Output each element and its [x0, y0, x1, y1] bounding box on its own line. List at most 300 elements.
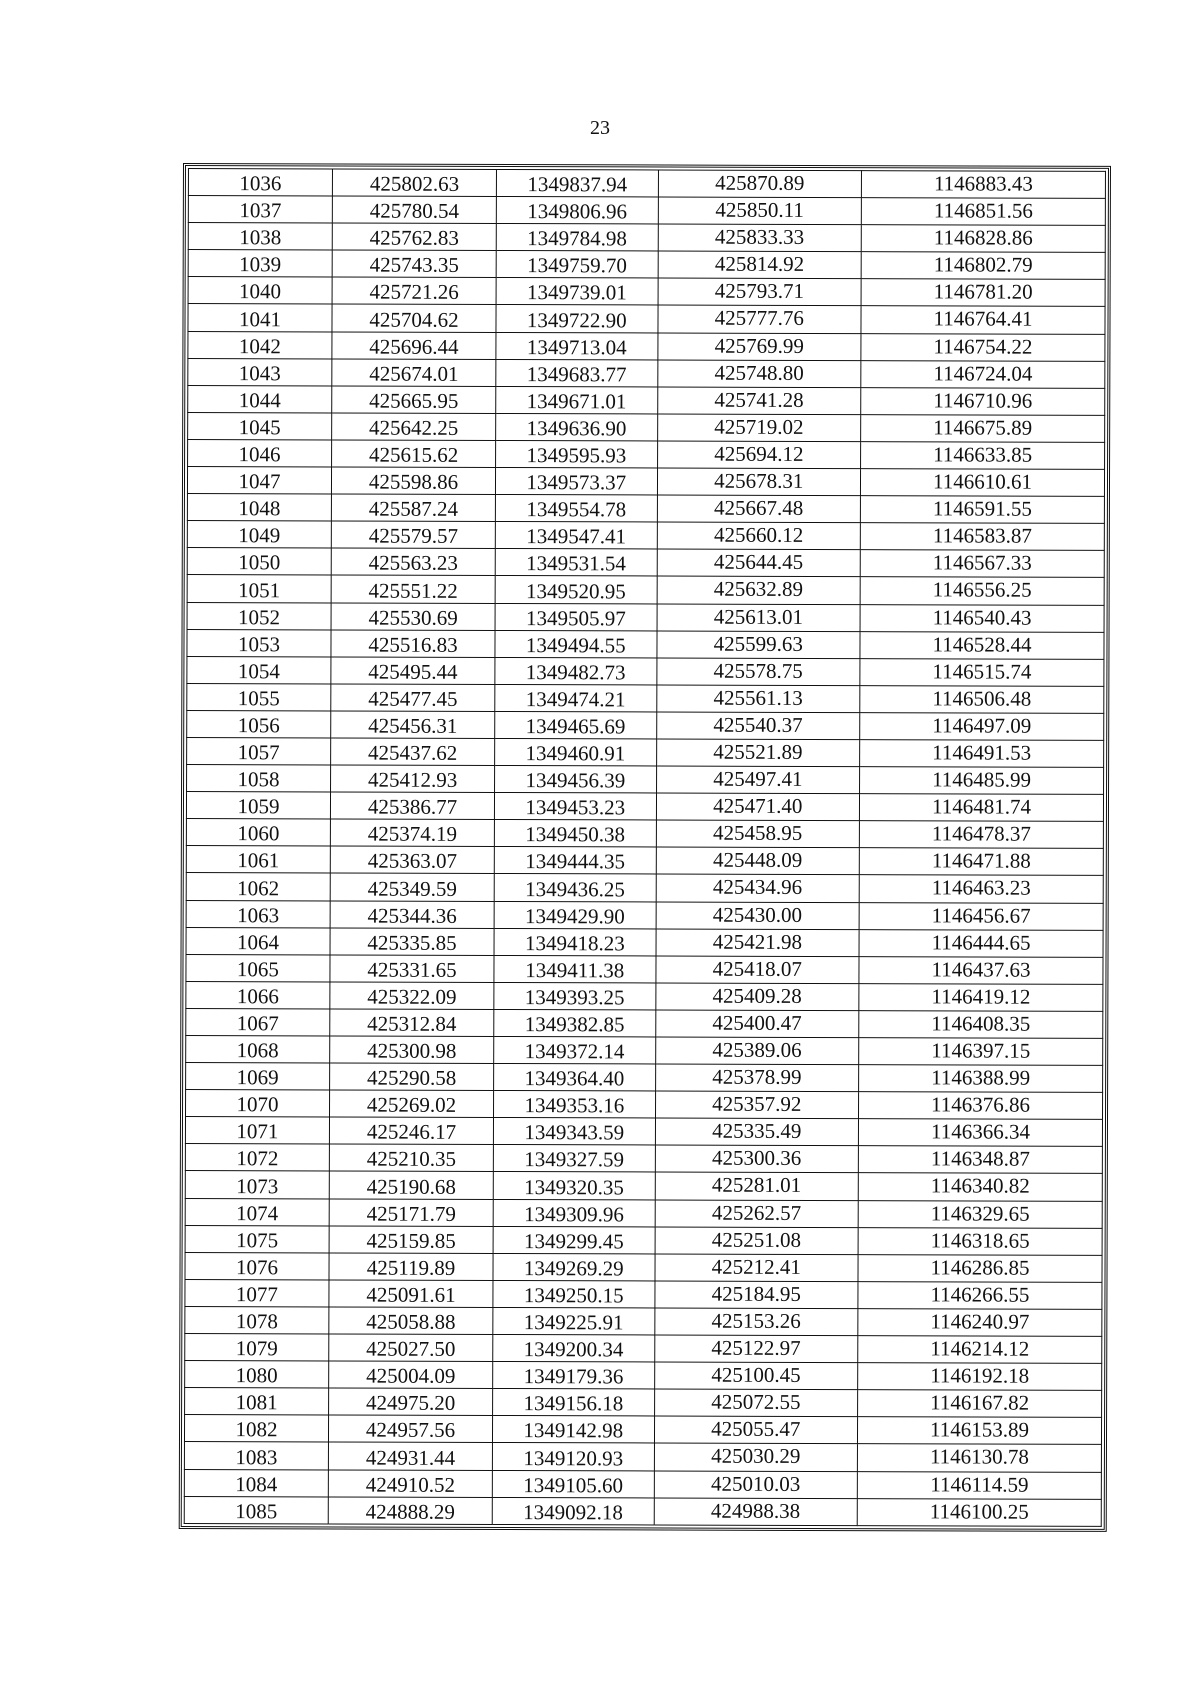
coord-x2-cell: 425212.41 [654, 1254, 858, 1282]
coord-y1-cell: 1349482.73 [495, 657, 656, 685]
point-number-cell: 1069 [186, 1063, 330, 1091]
coord-y2-cell: 1146515.74 [860, 658, 1104, 686]
point-number-cell: 1038 [188, 223, 332, 251]
point-number-cell: 1078 [185, 1306, 329, 1334]
coord-x1-cell: 425495.44 [331, 657, 495, 685]
coord-x1-cell: 425210.35 [329, 1144, 493, 1172]
table-row [187, 765, 1104, 795]
coord-y1-cell: 1349784.98 [496, 224, 657, 252]
coord-y1-cell: 1349595.93 [496, 440, 657, 468]
point-number-cell: 1036 [188, 169, 332, 197]
coord-y2-cell: 1146497.09 [860, 713, 1104, 741]
coord-y2-cell: 1146802.79 [861, 252, 1105, 280]
table-row [186, 954, 1103, 984]
table-row [188, 277, 1105, 307]
coord-y1-cell: 1349343.59 [494, 1118, 655, 1146]
coord-x2-cell: 425694.12 [657, 441, 861, 469]
point-number-cell: 1045 [188, 412, 332, 440]
point-number-cell: 1037 [188, 196, 332, 224]
table-row [188, 196, 1105, 226]
coord-y1-cell: 1349200.34 [493, 1335, 654, 1363]
coord-x2-cell: 425678.31 [657, 468, 861, 496]
coord-y1-cell: 1349142.98 [493, 1416, 654, 1444]
coord-x1-cell: 425331.65 [330, 955, 494, 983]
coord-x2-cell: 425448.09 [656, 847, 860, 875]
coord-x1-cell: 425091.61 [329, 1280, 493, 1308]
coord-x1-cell: 425312.84 [330, 1009, 494, 1037]
coord-y1-cell: 1349353.16 [494, 1091, 655, 1119]
coord-y2-cell: 1146463.23 [859, 875, 1103, 903]
table-row [184, 1415, 1101, 1445]
coord-y1-cell: 1349393.25 [494, 982, 655, 1010]
coord-y1-cell: 1349554.78 [495, 495, 656, 523]
point-number-cell: 1053 [187, 629, 331, 657]
table-row [187, 602, 1104, 632]
coord-x2-cell: 425030.29 [654, 1443, 858, 1471]
table-row [186, 1008, 1103, 1038]
coord-x1-cell: 425190.68 [329, 1171, 493, 1199]
coord-x2-cell: 425184.95 [654, 1281, 858, 1309]
coord-x2-cell: 425833.33 [658, 224, 862, 252]
coord-y2-cell: 1146851.56 [861, 198, 1105, 226]
coord-x2-cell: 425153.26 [654, 1308, 858, 1336]
coord-y1-cell: 1349739.01 [496, 278, 657, 306]
coord-x2-cell: 425300.36 [655, 1145, 859, 1173]
point-number-cell: 1081 [185, 1388, 329, 1416]
point-number-cell: 1066 [186, 981, 330, 1009]
coord-x2-cell: 425357.92 [655, 1091, 859, 1119]
point-number-cell: 1047 [187, 467, 331, 495]
table-row [185, 1252, 1102, 1282]
coord-x1-cell: 425290.58 [330, 1063, 494, 1091]
table-row [185, 1198, 1102, 1228]
point-number-cell: 1051 [187, 575, 331, 603]
table-row [185, 1388, 1102, 1418]
coord-y1-cell: 1349494.55 [495, 630, 656, 658]
coord-y2-cell: 1146240.97 [858, 1309, 1102, 1337]
coord-x1-cell: 425437.62 [331, 738, 495, 766]
coord-x1-cell: 425530.69 [331, 602, 495, 630]
point-number-cell: 1050 [187, 548, 331, 576]
coord-x2-cell: 425378.99 [655, 1064, 859, 1092]
coord-y1-cell: 1349505.97 [495, 603, 656, 631]
coord-x2-cell: 425418.07 [655, 956, 859, 984]
point-number-cell: 1062 [186, 873, 330, 901]
point-number-cell: 1039 [188, 250, 332, 278]
point-number-cell: 1061 [186, 846, 330, 874]
coord-x1-cell: 425335.85 [330, 928, 494, 956]
coord-x2-cell: 425055.47 [654, 1416, 858, 1444]
coord-x2-cell: 425409.28 [655, 983, 859, 1011]
coord-y1-cell: 1349671.01 [496, 386, 657, 414]
coord-y2-cell: 1146348.87 [858, 1146, 1102, 1174]
coord-y2-cell: 1146710.96 [861, 387, 1105, 415]
coord-y2-cell: 1146764.41 [861, 306, 1105, 334]
coordinate-table-body [184, 169, 1105, 1527]
table-row [186, 792, 1103, 822]
point-number-cell: 1044 [188, 385, 332, 413]
coord-x2-cell: 424988.38 [654, 1498, 858, 1526]
coord-y1-cell: 1349837.94 [497, 169, 658, 197]
coord-x2-cell: 425471.40 [656, 793, 860, 821]
coord-y2-cell: 1146591.55 [860, 496, 1104, 524]
coord-x1-cell: 425300.98 [330, 1036, 494, 1064]
coord-x1-cell: 425159.85 [329, 1226, 493, 1254]
coord-y1-cell: 1349474.21 [495, 684, 656, 712]
point-number-cell: 1057 [187, 737, 331, 765]
coord-y1-cell: 1349372.14 [494, 1036, 655, 1064]
point-number-cell: 1058 [187, 765, 331, 793]
coord-x2-cell: 425010.03 [654, 1470, 858, 1498]
coord-y2-cell: 1146318.65 [858, 1227, 1102, 1255]
coord-y1-cell: 1349453.23 [495, 793, 656, 821]
table-row [187, 737, 1104, 767]
coord-x2-cell: 425497.41 [656, 766, 860, 794]
coord-x2-cell: 425769.99 [657, 333, 861, 361]
table-row [188, 223, 1105, 253]
coord-y2-cell: 1146828.86 [861, 225, 1105, 253]
point-number-cell: 1077 [185, 1279, 329, 1307]
coord-x1-cell: 425563.23 [331, 548, 495, 576]
coord-y1-cell: 1349713.04 [496, 332, 657, 360]
table-row [187, 656, 1104, 686]
coord-x2-cell: 425122.97 [654, 1335, 858, 1363]
coord-y1-cell: 1349806.96 [496, 197, 657, 225]
table-row [186, 927, 1103, 957]
coord-y2-cell: 1146192.18 [858, 1363, 1102, 1391]
coord-x1-cell: 425721.26 [332, 277, 496, 305]
coord-y2-cell: 1146724.04 [861, 360, 1105, 388]
coordinate-table-frame [179, 163, 1111, 1532]
coord-x1-cell: 425456.31 [331, 711, 495, 739]
coord-x2-cell: 425632.89 [657, 576, 861, 604]
coord-y2-cell: 1146329.65 [858, 1200, 1102, 1228]
coord-x2-cell: 425814.92 [658, 251, 862, 279]
table-row [188, 331, 1105, 361]
table-row [186, 1036, 1103, 1066]
coord-x1-cell: 425386.77 [330, 792, 494, 820]
coord-y2-cell: 1146130.78 [857, 1444, 1101, 1472]
point-number-cell: 1071 [185, 1117, 329, 1145]
coord-x1-cell: 425516.83 [331, 630, 495, 658]
coord-y2-cell: 1146481.74 [859, 794, 1103, 822]
point-number-cell: 1065 [186, 954, 330, 982]
coord-y1-cell: 1349105.60 [492, 1470, 653, 1498]
coord-y1-cell: 1349250.15 [493, 1280, 654, 1308]
point-number-cell: 1055 [187, 683, 331, 711]
coord-y2-cell: 1146388.99 [859, 1065, 1103, 1093]
coord-x1-cell: 425171.79 [329, 1199, 493, 1227]
coord-x1-cell: 425642.25 [332, 413, 496, 441]
coord-x2-cell: 425561.13 [656, 685, 860, 713]
table-row [187, 710, 1104, 740]
table-row [185, 1334, 1102, 1364]
table-row [186, 873, 1103, 903]
coord-y1-cell: 1349436.25 [494, 874, 655, 902]
point-number-cell: 1048 [187, 494, 331, 522]
coord-x2-cell: 425281.01 [655, 1172, 859, 1200]
coord-x1-cell: 425349.59 [330, 873, 494, 901]
point-number-cell: 1060 [186, 819, 330, 847]
coord-y1-cell: 1349520.95 [495, 576, 656, 604]
coord-y2-cell: 1146675.89 [861, 414, 1105, 442]
coord-x2-cell: 425540.37 [656, 712, 860, 740]
coord-y1-cell: 1349759.70 [496, 251, 657, 279]
coord-y2-cell: 1146366.34 [858, 1119, 1102, 1147]
coord-y1-cell: 1349320.35 [493, 1172, 654, 1200]
coord-y1-cell: 1349120.93 [493, 1443, 654, 1471]
table-row [188, 304, 1105, 334]
coord-y1-cell: 1349418.23 [494, 928, 655, 956]
coord-x2-cell: 425262.57 [655, 1200, 859, 1228]
coord-x1-cell: 425704.62 [332, 304, 496, 332]
coord-x2-cell: 425458.95 [656, 820, 860, 848]
coord-x2-cell: 425793.71 [658, 278, 862, 306]
table-row [187, 467, 1104, 497]
point-number-cell: 1079 [185, 1334, 329, 1362]
coord-y2-cell: 1146153.89 [858, 1417, 1102, 1445]
table-row [185, 1171, 1102, 1201]
coord-y1-cell: 1349460.91 [495, 738, 656, 766]
coord-y2-cell: 1146456.67 [859, 902, 1103, 930]
coord-y2-cell: 1146376.86 [859, 1092, 1103, 1120]
coordinate-table [184, 168, 1106, 1527]
table-row [187, 548, 1104, 578]
coord-y2-cell: 1146540.43 [860, 604, 1104, 632]
table-row [185, 1225, 1102, 1255]
table-row [186, 1090, 1103, 1120]
coord-x2-cell: 425599.63 [656, 631, 860, 659]
table-row [187, 521, 1104, 551]
coord-y2-cell: 1146397.15 [859, 1038, 1103, 1066]
table-row [188, 412, 1105, 442]
coord-y1-cell: 1349722.90 [496, 305, 657, 333]
coord-y2-cell: 1146781.20 [861, 279, 1105, 307]
coord-x2-cell: 425777.76 [657, 305, 861, 333]
coord-y2-cell: 1146114.59 [857, 1471, 1101, 1499]
coord-y2-cell: 1146506.48 [860, 685, 1104, 713]
coord-y1-cell: 1349309.96 [493, 1199, 654, 1227]
coord-x2-cell: 425644.45 [657, 549, 861, 577]
coord-x1-cell: 425743.35 [332, 250, 496, 278]
point-number-cell: 1080 [185, 1361, 329, 1389]
point-number-cell: 1068 [186, 1036, 330, 1064]
coord-x1-cell: 425762.83 [332, 223, 496, 251]
coord-x1-cell: 425665.95 [332, 386, 496, 414]
coord-x2-cell: 425578.75 [656, 658, 860, 686]
coord-x2-cell: 425741.28 [657, 387, 861, 415]
coord-y1-cell: 1349683.77 [496, 359, 657, 387]
coord-x2-cell: 425400.47 [655, 1010, 859, 1038]
coord-x1-cell: 425027.50 [329, 1334, 493, 1362]
coord-x1-cell: 425579.57 [331, 521, 495, 549]
coord-y1-cell: 1349450.38 [494, 820, 655, 848]
coord-x1-cell: 425322.09 [330, 982, 494, 1010]
coord-y2-cell: 1146437.63 [859, 956, 1103, 984]
table-row [186, 846, 1103, 876]
coord-x2-cell: 425748.80 [657, 360, 861, 388]
coord-x2-cell: 425613.01 [657, 603, 861, 631]
table-row [188, 358, 1105, 388]
coord-x2-cell: 425421.98 [656, 929, 860, 957]
point-number-cell: 1041 [188, 304, 332, 332]
table-row [185, 1144, 1102, 1174]
point-number-cell: 1072 [185, 1144, 329, 1172]
coord-x1-cell: 425615.62 [332, 440, 496, 468]
point-number-cell: 1063 [186, 900, 330, 928]
coord-x1-cell: 425780.54 [332, 196, 496, 224]
point-number-cell: 1067 [186, 1008, 330, 1036]
coord-y1-cell: 1349636.90 [496, 413, 657, 441]
table-row [185, 1279, 1102, 1309]
coord-x1-cell: 425587.24 [331, 494, 495, 522]
coord-y1-cell: 1349411.38 [494, 955, 655, 983]
coord-x1-cell: 425696.44 [332, 332, 496, 360]
coord-y2-cell: 1146444.65 [859, 929, 1103, 957]
coord-y2-cell: 1146633.85 [861, 442, 1105, 470]
table-row [188, 250, 1105, 280]
coord-y1-cell: 1349531.54 [495, 549, 656, 577]
coord-y2-cell: 1146471.88 [859, 848, 1103, 876]
point-number-cell: 1042 [188, 331, 332, 359]
coord-x2-cell: 425434.96 [656, 874, 860, 902]
point-number-cell: 1076 [185, 1252, 329, 1280]
coord-y2-cell: 1146567.33 [860, 550, 1104, 578]
point-number-cell: 1084 [184, 1469, 328, 1497]
coord-y1-cell: 1349156.18 [493, 1389, 654, 1417]
coord-y1-cell: 1349269.29 [493, 1253, 654, 1281]
point-number-cell: 1082 [184, 1415, 328, 1443]
table-row [184, 1496, 1101, 1526]
point-number-cell: 1075 [185, 1225, 329, 1253]
coord-y2-cell: 1146266.55 [858, 1281, 1102, 1309]
point-number-cell: 1056 [187, 710, 331, 738]
table-row [184, 1469, 1101, 1499]
coord-x1-cell: 424975.20 [329, 1388, 493, 1416]
coord-x2-cell: 425430.00 [656, 902, 860, 930]
coord-y1-cell: 1349444.35 [494, 847, 655, 875]
coord-x1-cell: 425058.88 [329, 1307, 493, 1335]
coord-x2-cell: 425335.49 [655, 1118, 859, 1146]
coord-x1-cell: 425551.22 [331, 575, 495, 603]
coord-x1-cell: 425674.01 [332, 359, 496, 387]
coord-y2-cell: 1146583.87 [860, 523, 1104, 551]
coord-x1-cell: 425802.63 [332, 169, 496, 197]
table-row [187, 575, 1104, 605]
coord-y2-cell: 1146754.22 [861, 333, 1105, 361]
page-number: 23 [590, 117, 610, 139]
coord-x1-cell: 424957.56 [328, 1415, 492, 1443]
point-number-cell: 1070 [186, 1090, 330, 1118]
coord-y2-cell: 1146167.82 [858, 1390, 1102, 1418]
coord-y1-cell: 1349179.36 [493, 1362, 654, 1390]
point-number-cell: 1054 [187, 656, 331, 684]
coord-y2-cell: 1146883.43 [861, 171, 1105, 199]
coord-x2-cell: 425850.11 [658, 197, 862, 225]
point-number-cell: 1043 [188, 358, 332, 386]
point-number-cell: 1085 [184, 1496, 328, 1524]
coord-x2-cell: 425660.12 [657, 522, 861, 550]
table-row [187, 629, 1104, 659]
coord-x1-cell: 425412.93 [330, 765, 494, 793]
coord-y1-cell: 1349547.41 [495, 522, 656, 550]
coord-y2-cell: 1146491.53 [860, 740, 1104, 768]
coord-x1-cell: 424931.44 [328, 1442, 492, 1470]
coord-y1-cell: 1349327.59 [493, 1145, 654, 1173]
coord-y2-cell: 1146528.44 [860, 631, 1104, 659]
table-row [184, 1442, 1101, 1472]
coord-y2-cell: 1146100.25 [857, 1498, 1101, 1526]
coord-y1-cell: 1349456.39 [495, 766, 656, 794]
coord-x2-cell: 425870.89 [658, 170, 862, 198]
table-row [185, 1306, 1102, 1336]
point-number-cell: 1046 [188, 439, 332, 467]
point-number-cell: 1074 [185, 1198, 329, 1226]
point-number-cell: 1064 [186, 927, 330, 955]
coord-x1-cell: 424910.52 [328, 1469, 492, 1497]
coord-x1-cell: 425004.09 [329, 1361, 493, 1389]
table-row [186, 900, 1103, 930]
point-number-cell: 1083 [184, 1442, 328, 1470]
table-row [188, 385, 1105, 415]
coord-y2-cell: 1146286.85 [858, 1254, 1102, 1282]
coord-y2-cell: 1146214.12 [858, 1336, 1102, 1364]
table-row [185, 1117, 1102, 1147]
table-row [186, 819, 1103, 849]
coord-x2-cell: 425251.08 [655, 1227, 859, 1255]
table-row [187, 494, 1104, 524]
table-row [186, 981, 1103, 1011]
coord-y1-cell: 1349429.90 [494, 901, 655, 929]
coord-x1-cell: 425598.86 [331, 467, 495, 495]
coord-x1-cell: 424888.29 [328, 1497, 492, 1525]
coord-x2-cell: 425100.45 [654, 1362, 858, 1390]
table-row [187, 683, 1104, 713]
point-number-cell: 1059 [186, 792, 330, 820]
point-number-cell: 1073 [185, 1171, 329, 1199]
coord-x1-cell: 425119.89 [329, 1253, 493, 1281]
coord-x2-cell: 425719.02 [657, 414, 861, 442]
coord-y1-cell: 1349573.37 [496, 468, 657, 496]
coord-x1-cell: 425246.17 [329, 1117, 493, 1145]
coord-y2-cell: 1146485.99 [860, 767, 1104, 795]
point-number-cell: 1049 [187, 521, 331, 549]
coord-x2-cell: 425521.89 [656, 739, 860, 767]
coord-y1-cell: 1349364.40 [494, 1064, 655, 1092]
coord-y1-cell: 1349092.18 [492, 1497, 653, 1525]
coord-y2-cell: 1146419.12 [859, 983, 1103, 1011]
coord-y1-cell: 1349225.91 [493, 1307, 654, 1335]
coord-x1-cell: 425344.36 [330, 900, 494, 928]
coord-x1-cell: 425374.19 [330, 819, 494, 847]
coord-y2-cell: 1146610.61 [861, 469, 1105, 497]
point-number-cell: 1040 [188, 277, 332, 305]
table-row [188, 169, 1105, 199]
coord-y1-cell: 1349299.45 [493, 1226, 654, 1254]
table-row [188, 439, 1105, 469]
coord-x1-cell: 425269.02 [329, 1090, 493, 1118]
coord-y2-cell: 1146478.37 [859, 821, 1103, 849]
point-number-cell: 1052 [187, 602, 331, 630]
table-row [186, 1063, 1103, 1093]
coord-x2-cell: 425389.06 [655, 1037, 859, 1065]
table-row [185, 1361, 1102, 1391]
coord-y1-cell: 1349465.69 [495, 711, 656, 739]
coord-y2-cell: 1146340.82 [858, 1173, 1102, 1201]
coord-x1-cell: 425363.07 [330, 846, 494, 874]
coord-y1-cell: 1349382.85 [494, 1009, 655, 1037]
coord-x1-cell: 425477.45 [331, 684, 495, 712]
